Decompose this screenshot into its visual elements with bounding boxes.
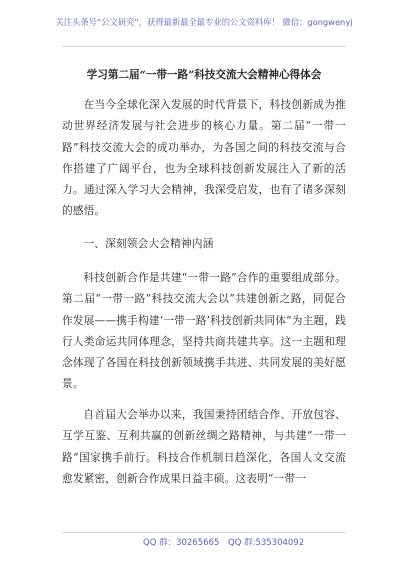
paragraph-theme: 科技创新合作是共建“一带一路”合作的重要组成部分。第二届“一带一路”科技交流大会以“共建创新之路，同促合作发展——携手构建‘一带一路’科技创新共同体”为主题，践行人类命运共同体理念，坚持共商共建共享。这一主题和理念体现了各国在科技创新领域携手共进、共同发展的美好愿景。 — [62, 271, 346, 391]
section-block — [62, 233, 346, 254]
document-title: 学习第二届“一带一路”科技交流大会精神心得体会 — [86, 69, 322, 81]
footer-qq-group-1: QQ 群：30265665 — [143, 538, 220, 548]
section-body-1 — [62, 267, 346, 395]
paragraph-intro: 在当今全球化深入发展的时代背景下，科技创新成为推动世界经济发展与社会进步的核心力量。第二届“一带一路”科技交流大会的成功举办，为各国之间的科技交流与合作搭建了广阔平台，也为全球科技创新发展注入了新的活力。通过深入学习大会精神，我深受启发，也有了诸多深刻的感悟。 — [62, 98, 346, 218]
footer-divider — [62, 532, 346, 533]
paragraph-history: 自首届大会举办以来，我国秉持团结合作、开放包容、互学互鉴、互利共赢的创新丝绸之路精神，与共建“一带一路”国家携手前行。科技合作机制日趋深化，各国人文交流愈发紧密，创新合作成果日益丰硕。这表明“一带一 — [62, 408, 346, 485]
section-heading: 一、深刻领会大会精神内涵 — [83, 237, 214, 250]
footer-qq-group-2: QQ 群:535304092 — [228, 538, 305, 548]
header-divider — [62, 46, 346, 47]
section-body-2 — [62, 404, 346, 489]
header-notice: 关注头条号“公文研究”，获得最新最全最专业的公文资料库！ 微信：gongwenyj — [55, 17, 353, 27]
document-body — [62, 94, 346, 222]
